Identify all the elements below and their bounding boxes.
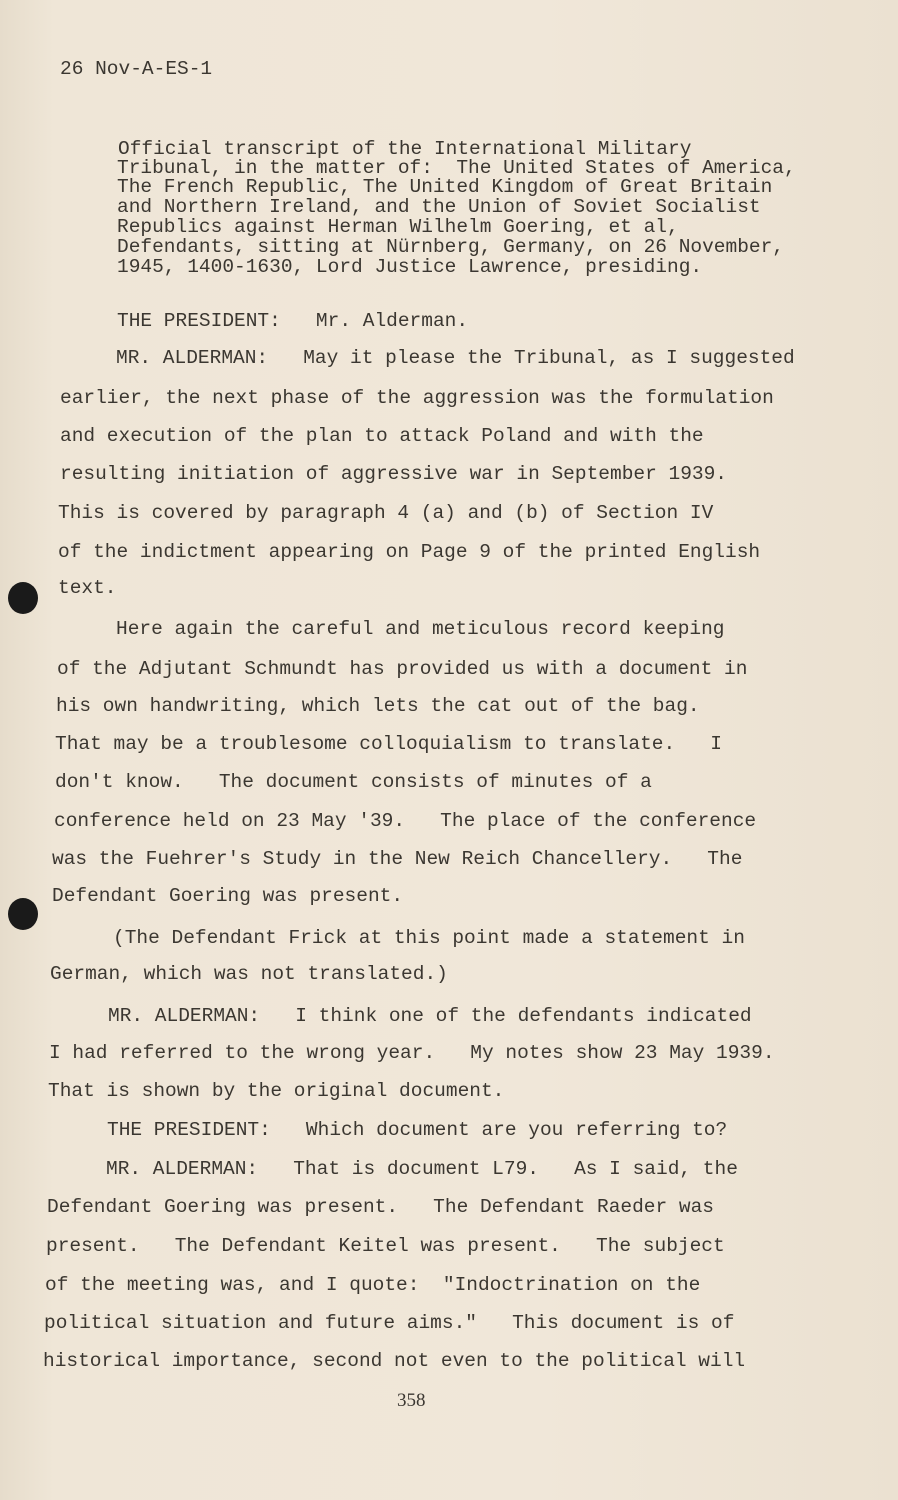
body-line: of the indictment appearing on Page 9 of the printed English (58, 541, 761, 563)
punch-hole (8, 582, 38, 614)
body-line: text. (58, 577, 117, 599)
caption-line: Tribunal, in the matter of: The United States of America, (117, 157, 796, 179)
caption-line: and Northern Ireland, and the Union of Soviet Socialist (117, 196, 761, 218)
body-line: THE PRESIDENT: Mr. Alderman. (117, 310, 469, 332)
body-line: Defendant Goering was present. (52, 885, 404, 907)
body-line: his own handwriting, which lets the cat out of the bag. (56, 695, 700, 717)
body-line: MR. ALDERMAN: That is document L79. As I said, the (106, 1158, 738, 1180)
caption-line: Republics against Herman Wilhelm Goering, et al, (117, 216, 679, 238)
body-line: historical importance, second not even to the political will (43, 1350, 746, 1372)
punch-hole (8, 898, 38, 930)
body-line: earlier, the next phase of the aggression was the formulation (60, 387, 774, 409)
body-line: present. The Defendant Keitel was present. The subject (46, 1235, 725, 1257)
body-line: of the meeting was, and I quote: "Indoctrination on the (45, 1274, 701, 1296)
body-line: I had referred to the wrong year. My notes show 23 May 1939. (49, 1042, 775, 1064)
body-line: don't know. The document consists of minutes of a (55, 771, 652, 793)
body-line: was the Fuehrer's Study in the New Reich Chancellery. The (52, 848, 743, 870)
body-line: and execution of the plan to attack Poland and with the (60, 425, 704, 447)
body-line: resulting initiation of aggressive war in September 1939. (60, 463, 728, 485)
body-line: Here again the careful and meticulous record keeping (116, 618, 725, 640)
body-line: of the Adjutant Schmundt has provided us with a document in (57, 658, 748, 680)
body-line: That is shown by the original document. (48, 1080, 505, 1102)
caption-line: The French Republic, The United Kingdom of Great Britain (117, 176, 773, 198)
body-line: THE PRESIDENT: Which document are you referring to? (107, 1119, 728, 1141)
body-line: That may be a troublesome colloquialism to translate. I (55, 733, 723, 755)
body-line: (The Defendant Frick at this point made a statement in (113, 927, 745, 949)
document-id: 26 Nov-A-ES-1 (60, 58, 213, 80)
body-line: conference held on 23 May '39. The place of the conference (54, 810, 757, 832)
page-number: 358 (397, 1390, 426, 1411)
body-line: MR. ALDERMAN: I think one of the defendants indicated (108, 1005, 752, 1027)
body-line: political situation and future aims." This document is of (44, 1312, 735, 1334)
caption-line: 1945, 1400-1630, Lord Justice Lawrence, presiding. (117, 256, 703, 278)
body-line: MR. ALDERMAN: May it please the Tribunal, as I suggested (116, 347, 795, 369)
caption-line: Official transcript of the International Military (118, 138, 692, 160)
body-line: This is covered by paragraph 4 (a) and (b) of Section IV (58, 502, 714, 524)
body-line: German, which was not translated.) (50, 963, 448, 985)
caption-line: Defendants, sitting at Nürnberg, Germany, on 26 November, (117, 236, 785, 258)
body-line: Defendant Goering was present. The Defendant Raeder was (47, 1196, 715, 1218)
